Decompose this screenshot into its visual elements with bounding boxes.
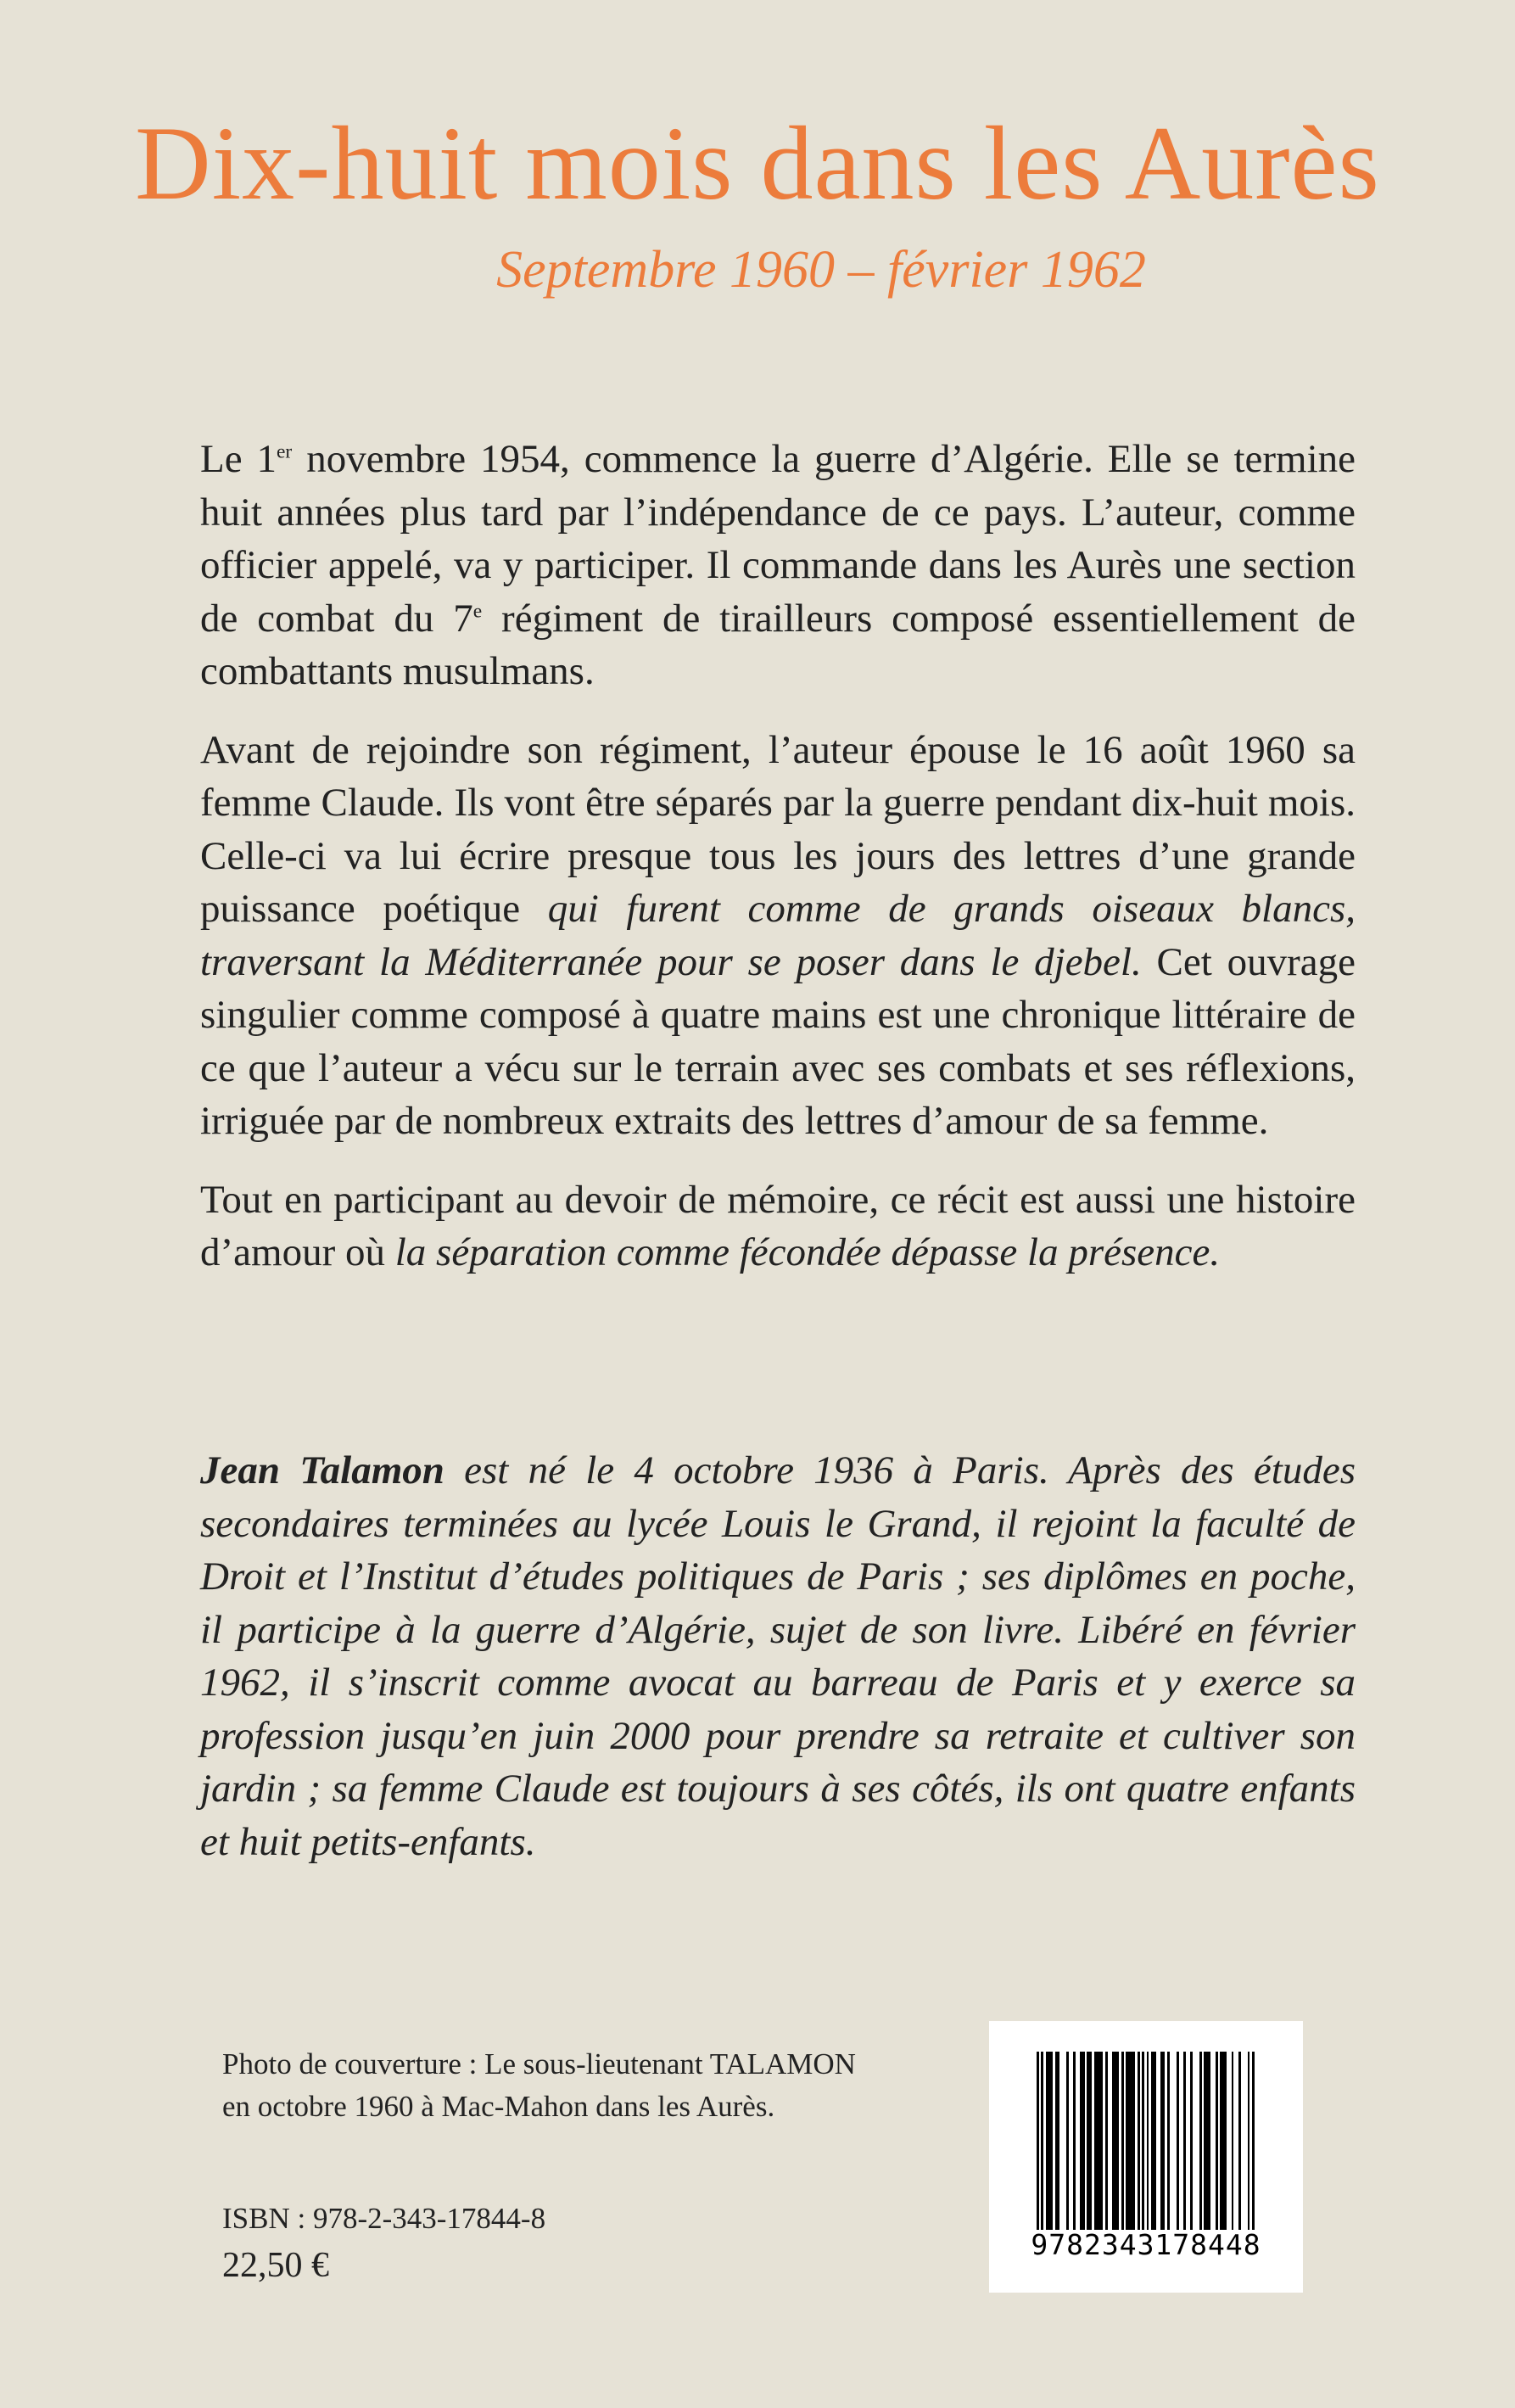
barcode-bars: [1037, 2052, 1255, 2230]
blurb-quote: qui furent comme de grands oiseaux blancs, traversant la Méditerranée pour se poser dans le djebel.: [200, 887, 1356, 984]
blurb-paragraph-3: [200, 1173, 1356, 1280]
ordinal-superscript: er: [277, 440, 293, 463]
blurb-paragraph-1: [200, 433, 1356, 698]
isbn: ISBN : 978-2-343-17844-8: [222, 2202, 546, 2235]
blurb-text: Tout en participant au devoir de mémoire, ce récit est aussi une histoire d’amour où: [200, 1177, 1356, 1274]
book-subtitle: Septembre 1960 – février 1962: [496, 241, 1146, 299]
blurb-text: Cet ouvrage singulier comme composé à quatre mains est une chronique littéraire de ce que l’auteur a vécu sur le terrain avec ses combats et ses réflexions, irriguée par de nombreux extraits des lettres d’amour de sa femme.: [200, 939, 1356, 1143]
blurb-text: Le 1: [200, 437, 277, 481]
barcode-bar: [1252, 2052, 1255, 2230]
author-bio: [200, 1444, 1356, 1868]
book-title: Dix-huit mois dans les Aurès: [135, 105, 1380, 221]
blurb: [200, 433, 1356, 1305]
barcode: [989, 2021, 1303, 2293]
barcode-number: 9782343178448: [1031, 2228, 1261, 2261]
ordinal-superscript: e: [472, 599, 483, 622]
blurb-text: Avant de rejoindre son régiment, l’auteur épouse le 16 août 1960 sa femme Claude. Ils vont être séparés par la guerre pendant dix-huit mois. Celle-ci va lui écrire presque tous les jours des lettres d’une grande puissance poétique: [200, 727, 1356, 931]
author-name: Jean Talamon: [200, 1448, 444, 1492]
photo-credit-line: en octobre 1960 à Mac-Mahon dans les Aurès.: [222, 2090, 775, 2123]
author-bio-text: est né le 4 octobre 1936 à Paris. Après des études secondaires terminées au lycée Louis le Grand, il rejoint la faculté de Droit et l’Institut d’études politiques de Paris ; ses diplômes en poche, il participe à la guerre d’Algérie, sujet de son livre. Libéré en février 1962, il s’inscrit comme avocat au barreau de Paris et y exerce sa profession jusqu’en juin 2000 pour prendre sa retraite et cultiver son jardin ; sa femme Claude est toujours à ses côtés, ils ont quatre enfants et huit petits-enfants.: [200, 1448, 1356, 1864]
blurb-text: régiment de tirailleurs composé essentiellement de combattants musulmans.: [200, 596, 1356, 693]
photo-credit: [222, 2043, 935, 2128]
photo-credit-line: Photo de couverture : Le sous-lieutenant TALAMON: [222, 2047, 856, 2080]
blurb-quote: la séparation comme fécondée dépasse la présence.: [394, 1230, 1221, 1274]
blurb-paragraph-2: [200, 724, 1356, 1148]
blurb-text: novembre 1954, commence la guerre d’Algérie. Elle se termine huit années plus tard par l’indépendance de ce pays. L’auteur, comme officier appelé, va y participer. Il commande dans les Aurès une section de combat du 7: [200, 437, 1356, 641]
price: 22,50 €: [222, 2246, 329, 2285]
